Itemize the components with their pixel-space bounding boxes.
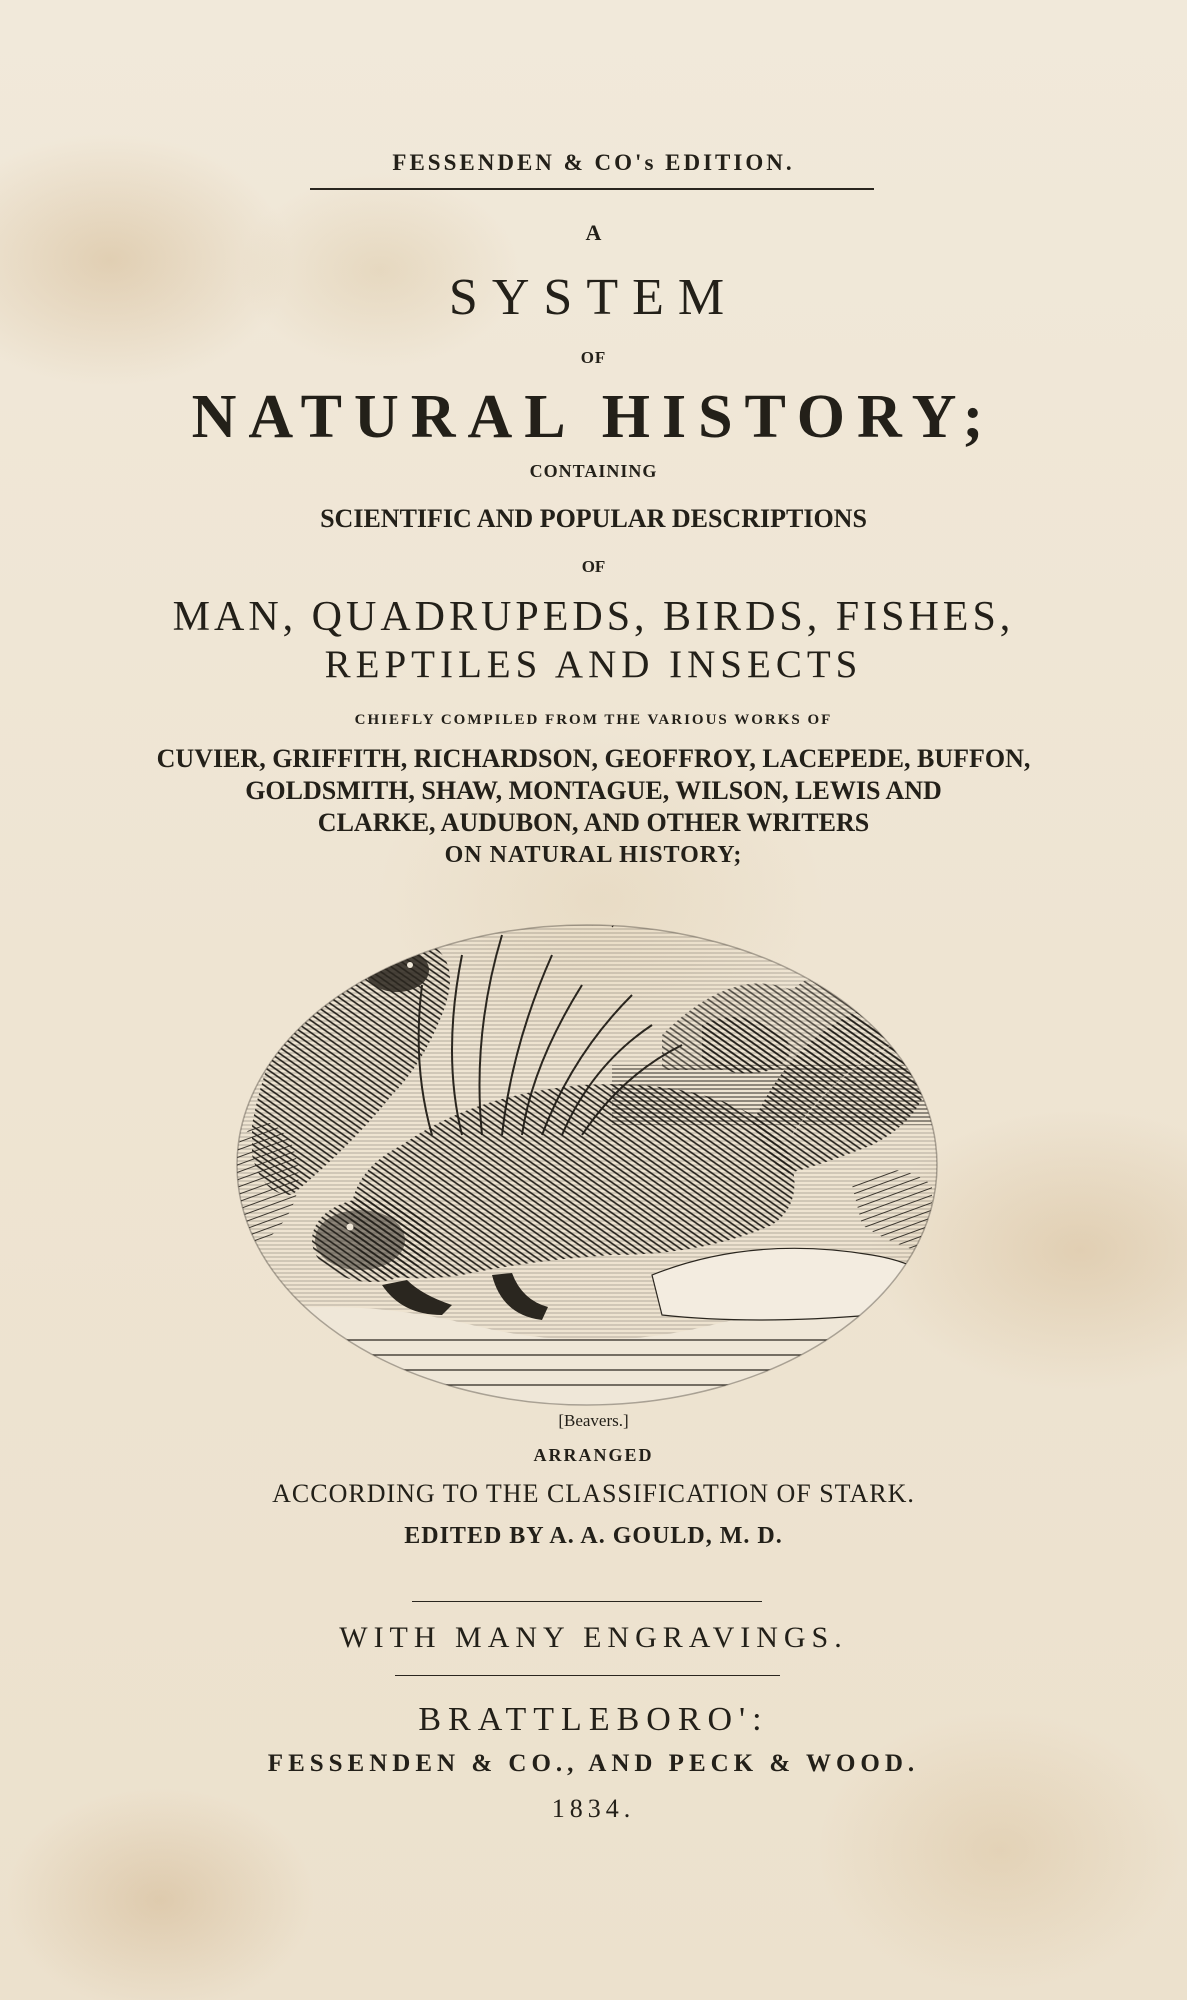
article: A xyxy=(585,220,602,245)
edition-line: FESSENDEN & CO's EDITION. xyxy=(392,150,795,175)
arranged-label: ARRANGED xyxy=(533,1445,654,1465)
containing-label: CONTAINING xyxy=(529,461,658,481)
publication-place: BRATTLEBORO': xyxy=(418,1701,769,1738)
engravings-rule-top xyxy=(412,1601,762,1602)
title-natural-history: NATURAL HISTORY; xyxy=(191,383,996,451)
title-system: SYSTEM xyxy=(448,269,739,326)
engravings-rule-bottom xyxy=(395,1675,780,1676)
publication-year: 1834. xyxy=(551,1794,636,1823)
illustration-caption: [Beavers.] xyxy=(558,1411,629,1430)
authors-line-1: CUVIER, GRIFFITH, RICHARDSON, GEOFFROY, LACEPEDE, BUFFON, xyxy=(156,744,1031,773)
subtitle: SCIENTIFIC AND POPULAR DESCRIPTIONS xyxy=(320,504,867,533)
edition-rule xyxy=(310,188,874,190)
editor-line: EDITED BY A. A. GOULD, M. D. xyxy=(404,1523,783,1549)
authors-line-2: GOLDSMITH, SHAW, MONTAGUE, WILSON, LEWIS AND xyxy=(245,776,942,805)
engravings-line: WITH MANY ENGRAVINGS. xyxy=(339,1621,848,1654)
subtitle-of: OF xyxy=(581,557,606,576)
subjects-line-2: REPTILES AND INSECTS xyxy=(324,643,863,686)
compiled-from: CHIEFLY COMPILED FROM THE VARIOUS WORKS OF xyxy=(354,712,833,728)
subjects-line-1: MAN, QUADRUPEDS, BIRDS, FISHES, xyxy=(172,594,1015,640)
title-of: OF xyxy=(580,348,607,367)
classification-line: ACCORDING TO THE CLASSIFICATION OF STARK. xyxy=(272,1479,915,1508)
beavers-engraving xyxy=(232,895,942,1407)
authors-line-4: ON NATURAL HISTORY; xyxy=(444,842,743,868)
publishers-line: FESSENDEN & CO., AND PECK & WOOD. xyxy=(267,1750,920,1777)
authors-line-3: CLARKE, AUDUBON, AND OTHER WRITERS xyxy=(317,808,870,837)
